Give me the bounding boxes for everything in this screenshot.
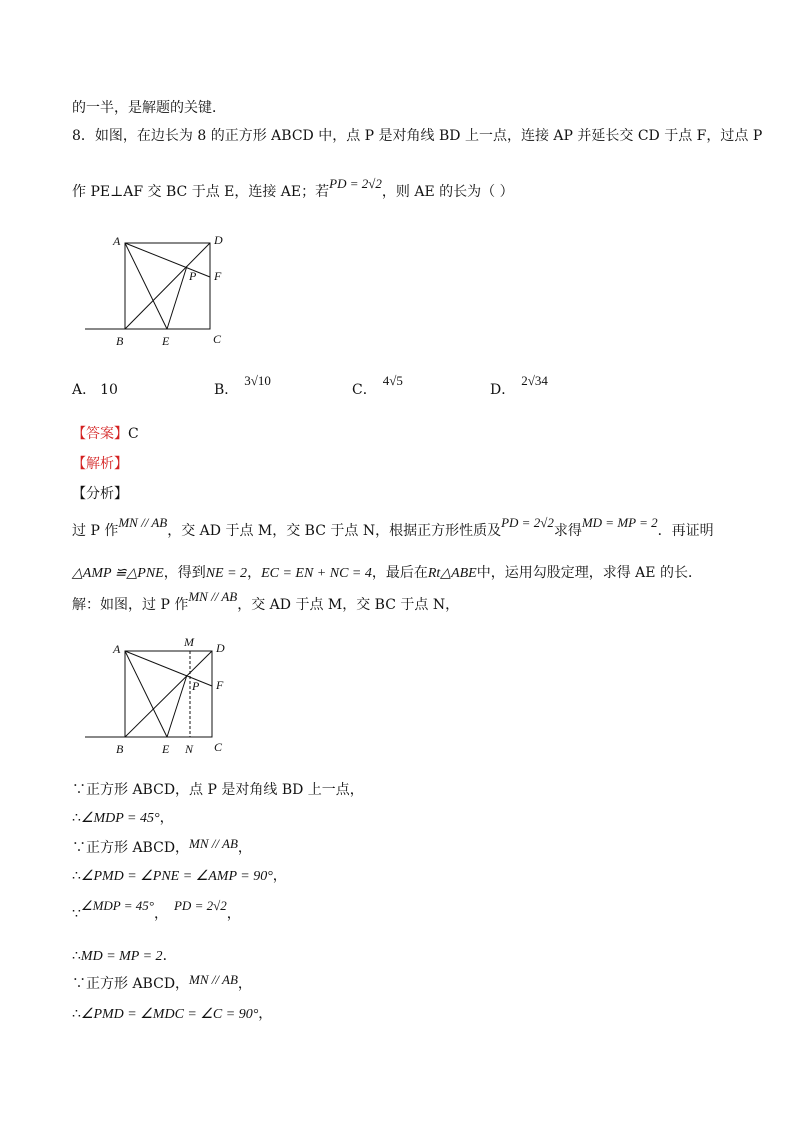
math-ne: NE = 2 bbox=[205, 566, 248, 581]
label-f: F bbox=[214, 269, 222, 283]
math-md-mp: MD = MP = 2 bbox=[581, 515, 658, 530]
analysis-text: ．再证明 bbox=[657, 523, 714, 539]
option-a-letter: A． bbox=[72, 382, 97, 398]
analysis-text: ， bbox=[247, 565, 262, 581]
analysis-text: 求得 bbox=[553, 523, 582, 539]
option-d-value: 2√34 bbox=[521, 373, 548, 388]
label-f: F bbox=[216, 678, 224, 692]
option-c-value: 4√5 bbox=[382, 373, 403, 388]
proof-text: ， bbox=[272, 868, 287, 884]
jiexi-tag: 【解析】 bbox=[72, 456, 128, 472]
option-d-letter: D． bbox=[490, 382, 516, 398]
math-congruence: △AMP ≌△PNE bbox=[72, 566, 164, 581]
therefore-sign: ∴ bbox=[72, 1006, 81, 1022]
label-b: B bbox=[116, 742, 124, 756]
line-ae bbox=[125, 243, 167, 329]
proof-line-4 bbox=[72, 866, 287, 887]
label-b: B bbox=[116, 334, 124, 348]
math-mn-ab: MN // AB bbox=[189, 972, 238, 987]
therefore-sign: ∴ bbox=[72, 810, 81, 826]
label-c: C bbox=[213, 332, 222, 346]
proof-line-7 bbox=[72, 974, 252, 994]
proof-text: ∵正方形 ABCD， bbox=[72, 840, 190, 856]
question-text-end: ，则 AE 的长为（ ） bbox=[381, 184, 514, 200]
therefore-sign: ∴ bbox=[72, 868, 81, 884]
label-d: D bbox=[216, 641, 225, 655]
proof-text: ， bbox=[153, 906, 168, 922]
proof-line-5 bbox=[72, 898, 241, 924]
question-8-line: 8．如图，在边长为 8 的正方形 ABCD 中，点 P 是对角线 BD 上一点，连接 AP 并延长交 CD 于点 F，过点 P bbox=[72, 128, 763, 144]
solution-line-1 bbox=[72, 589, 460, 615]
math-angle-mdp: ∠MDP = 45° bbox=[80, 898, 154, 913]
label-m: M bbox=[184, 635, 194, 649]
solution-text: 解：如图，过 P 作 bbox=[72, 597, 189, 613]
math-mn-ab: MN // AB bbox=[188, 589, 238, 604]
diagonal-bd bbox=[125, 651, 212, 737]
proof-line-1: ∵正方形 ABCD，点 P 是对角线 BD 上一点， bbox=[72, 782, 364, 798]
analysis-line-1 bbox=[72, 515, 714, 541]
math-mn-ab: MN // AB bbox=[118, 515, 168, 530]
proof-text: ， bbox=[159, 810, 174, 826]
math-pd: PD = 2√2 bbox=[501, 515, 554, 530]
label-a: A bbox=[113, 642, 121, 656]
math-right-angles: ∠PMD = ∠PNE = ∠AMP = 90° bbox=[80, 869, 273, 884]
label-e: E bbox=[162, 334, 170, 348]
diagonal-bd bbox=[125, 243, 210, 329]
math-pd: PD = 2√2 bbox=[329, 176, 382, 191]
analysis-text: ，交 AD 于点 M，交 BC 于点 N，根据正方形性质及 bbox=[167, 523, 502, 539]
line-ae bbox=[125, 651, 167, 737]
label-e: E bbox=[162, 742, 170, 756]
option-c bbox=[352, 373, 403, 400]
math-rt-abe: Rt△ABE bbox=[427, 566, 477, 581]
proof-line-2 bbox=[72, 808, 174, 829]
option-d bbox=[490, 373, 548, 400]
answer-line bbox=[72, 424, 139, 444]
proof-text: ， bbox=[226, 906, 241, 922]
line-af bbox=[125, 243, 210, 277]
proof-text: ， bbox=[237, 976, 252, 992]
analysis-text: 过 P 作 bbox=[72, 523, 119, 539]
proof-text: ∵正方形 ABCD， bbox=[72, 976, 190, 992]
question-text: 作 PE⊥AF 交 BC 于点 E，连接 AE；若 bbox=[72, 184, 330, 200]
math-angle-mdp: ∠MDP = 45° bbox=[80, 811, 160, 826]
line-pe bbox=[167, 266, 187, 329]
answer-tag: 【答案】 bbox=[72, 426, 128, 442]
analysis-text: 中，运用勾股定理，求得 AE 的长． bbox=[476, 565, 702, 581]
analysis-text: ，得到 bbox=[163, 565, 206, 581]
proof-line-8 bbox=[72, 1004, 272, 1025]
label-a: A bbox=[113, 234, 121, 248]
proof-line-3 bbox=[72, 838, 252, 858]
label-c: C bbox=[214, 740, 223, 754]
solution-text: ，交 AD 于点 M，交 BC 于点 N， bbox=[237, 597, 460, 613]
option-b-letter: B． bbox=[214, 382, 239, 398]
line-pe bbox=[167, 675, 187, 737]
because-sign: ∵ bbox=[72, 906, 81, 922]
question-8-line-2 bbox=[72, 176, 514, 202]
label-n: N bbox=[185, 742, 194, 756]
text-line-1: 的一半，是解题的关键． bbox=[72, 100, 226, 116]
proof-text: ， bbox=[237, 840, 252, 856]
figure-1 bbox=[80, 228, 240, 352]
label-d: D bbox=[214, 233, 223, 247]
fenxi-tag: 【分析】 bbox=[72, 486, 128, 502]
option-a bbox=[72, 380, 118, 400]
math-pd: PD = 2√2 bbox=[173, 898, 227, 913]
option-b-value: 3√10 bbox=[244, 373, 271, 388]
label-p: P bbox=[192, 679, 200, 693]
proof-text: ， bbox=[258, 1006, 273, 1022]
proof-text: ． bbox=[162, 948, 177, 964]
math-right-angles-2: ∠PMD = ∠MDC = ∠C = 90° bbox=[80, 1007, 259, 1022]
option-a-value: 10 bbox=[100, 382, 118, 398]
proof-line-6 bbox=[72, 946, 177, 967]
analysis-text: ，最后在 bbox=[371, 565, 428, 581]
figure-2 bbox=[80, 634, 240, 758]
math-md-mp: MD = MP = 2 bbox=[80, 949, 163, 964]
analysis-line-2 bbox=[72, 563, 702, 584]
option-b bbox=[214, 373, 271, 400]
answer-value: C bbox=[128, 426, 139, 442]
therefore-sign: ∴ bbox=[72, 948, 81, 964]
math-ec: EC = EN + NC = 4 bbox=[261, 566, 372, 581]
label-p: P bbox=[189, 269, 197, 283]
option-c-letter: C． bbox=[352, 382, 377, 398]
math-mn-ab: MN // AB bbox=[189, 836, 238, 851]
